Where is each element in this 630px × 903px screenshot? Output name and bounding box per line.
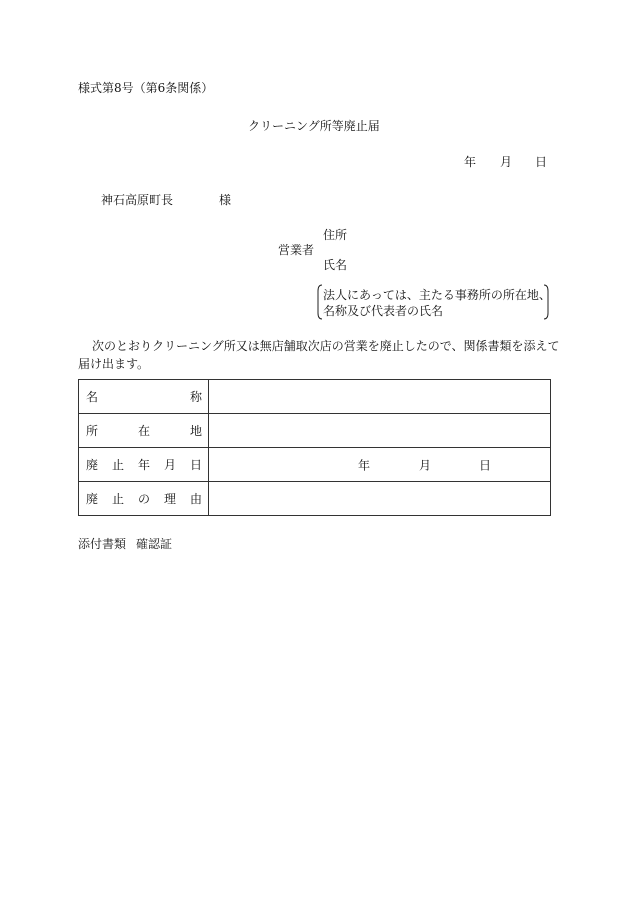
label-char: 止 xyxy=(111,492,124,506)
closure-reason-row-label xyxy=(79,482,209,516)
notification-form-table xyxy=(78,379,551,516)
label-char: 日 xyxy=(189,458,202,472)
label-char: 年 xyxy=(137,458,150,472)
document-title: クリーニング所等廃止届 xyxy=(248,119,380,133)
name-label: 氏名 xyxy=(323,258,348,272)
address-label: 住所 xyxy=(323,228,348,242)
table-row xyxy=(79,380,551,414)
closure-date-row-label xyxy=(79,448,209,482)
form-number: 様式第8号（第6条関係） xyxy=(78,81,214,95)
corporate-note-line2: 名称及び代表者の氏名 xyxy=(323,304,444,318)
label-char: 名 xyxy=(86,390,99,404)
label-char: 在 xyxy=(137,424,150,438)
date-year-label: 年 xyxy=(464,155,477,169)
location-row-label xyxy=(79,414,209,448)
label-char: 廃 xyxy=(86,458,99,472)
date-month-label: 月 xyxy=(500,155,513,169)
location-input-cell[interactable] xyxy=(209,414,551,448)
label-char: 地 xyxy=(189,424,202,438)
body-line2: 届け出ます。 xyxy=(78,357,150,371)
closure-date-month: 月 xyxy=(419,458,432,472)
name-input-cell[interactable] xyxy=(209,380,551,414)
label-char: の xyxy=(137,492,150,506)
label-char: 所 xyxy=(86,424,99,438)
label-char: 由 xyxy=(189,492,202,506)
addressee-honorific: 様 xyxy=(219,193,232,207)
closure-reason-input-cell[interactable] xyxy=(209,482,551,516)
table-row xyxy=(79,414,551,448)
addressee-name: 神石高原町長 xyxy=(101,193,174,207)
closure-date-input-cell[interactable] xyxy=(209,448,551,482)
table-row xyxy=(79,448,551,482)
body-line1: 次のとおりクリーニング所又は無店舗取次店の営業を廃止したので、関係書類を添えて xyxy=(92,339,560,353)
label-char: 理 xyxy=(163,492,176,506)
name-row-label xyxy=(79,380,209,414)
attachments-label: 添付書類 xyxy=(78,537,127,551)
label-char: 月 xyxy=(163,458,176,472)
table-row xyxy=(79,482,551,516)
label-char: 廃 xyxy=(86,492,99,506)
label-char: 称 xyxy=(189,390,202,404)
business-operator-label: 営業者 xyxy=(278,243,315,257)
label-char: 止 xyxy=(111,458,124,472)
attachments-item: 確認証 xyxy=(136,537,173,551)
closure-date-year: 年 xyxy=(358,458,371,472)
closure-date-day: 日 xyxy=(479,458,492,472)
date-day-label: 日 xyxy=(535,155,548,169)
corporate-note-line1: 法人にあっては、主たる事務所の所在地、 xyxy=(323,288,551,302)
